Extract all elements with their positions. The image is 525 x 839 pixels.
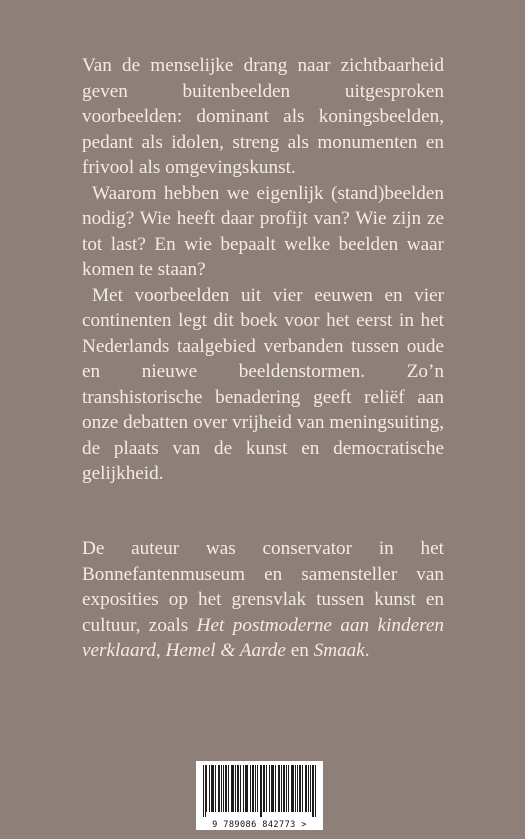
barcode-bar xyxy=(271,765,272,812)
barcode-bar xyxy=(297,765,298,812)
barcode-bar xyxy=(223,765,224,812)
barcode-bar xyxy=(313,765,314,817)
barcode-bar xyxy=(218,765,219,812)
barcode-bar xyxy=(247,765,248,812)
barcode-bar xyxy=(281,765,282,812)
barcode-bar xyxy=(302,765,303,812)
barcode-bar xyxy=(273,765,274,812)
barcode-bar xyxy=(266,765,267,812)
barcode-bar xyxy=(312,765,313,817)
barcode-bar xyxy=(283,765,284,812)
barcode-bar xyxy=(245,765,246,812)
barcode-bar xyxy=(291,765,292,812)
isbn-digits: 9 789086 842773 > xyxy=(212,820,307,830)
barcode-bar xyxy=(246,765,247,812)
barcode-bar xyxy=(238,765,239,812)
blurb-paragraph-3: Met voorbeelden uit vier eeuwen en vier continenten legt dit boek voor het eerst in het Nederlands taalgebied verbanden tussen oude en nieuwe beeldenstormen. Zo’n transhistorische benadering geeft reliëf aan onze debatten over vrijheid van meningsuiting, de plaats van de kunst en democratische gelijkheid. xyxy=(82,284,444,484)
barcode-bar xyxy=(233,765,234,812)
barcode-bar xyxy=(269,765,270,812)
barcode-bar xyxy=(231,765,232,812)
barcode-bar xyxy=(205,765,206,817)
barcode-bar xyxy=(255,765,256,812)
barcode-bar xyxy=(275,765,276,812)
barcode-bar xyxy=(310,765,311,812)
barcode-bar xyxy=(306,765,307,812)
barcode-bar xyxy=(260,765,261,817)
barcode-bar xyxy=(257,765,258,812)
barcode-bar xyxy=(209,765,210,812)
blurb-paragraph-2: Waarom hebben we eigenlijk (stand)beelden nodig? Wie heeft daar profijt van? Wie zijn ze tot last? En wie bepaalt welke beelden waar komen te staan? xyxy=(82,182,444,280)
blurb-paragraph-1: Van de menselijke drang naar zichtbaarheid geven buitenbeelden uitgesproken voorbeelden: dominant als koningsbeelden, pedant als idolen, streng als monumenten en frivool als omgevingskunst. xyxy=(82,55,444,178)
barcode-bar xyxy=(272,765,273,812)
barcode-bar xyxy=(308,765,309,812)
barcode-bar xyxy=(288,765,289,812)
barcode-bar xyxy=(215,765,216,812)
isbn-barcode xyxy=(196,761,323,830)
bio-title-2: Hemel & Aarde xyxy=(165,640,286,661)
barcode-bar xyxy=(300,765,301,812)
author-bio xyxy=(82,536,444,664)
barcode-bar xyxy=(278,765,279,812)
barcode-bar xyxy=(206,765,207,812)
barcode-bar xyxy=(263,765,264,812)
barcode-bar xyxy=(226,765,227,812)
barcode-bar xyxy=(279,765,280,812)
barcode-bar xyxy=(235,765,236,812)
barcode-bar xyxy=(213,765,214,812)
bio-title-3: Smaak xyxy=(313,640,365,661)
barcode-bar xyxy=(221,765,222,812)
barcode-bar xyxy=(203,765,204,817)
blurb xyxy=(82,53,444,487)
barcode-bar xyxy=(253,765,254,812)
barcode-bar xyxy=(292,765,293,812)
bio-text-start: De auteur was conservator in het Bonnefantenmuseum en samensteller van exposities op het grensvlak tussen kunst en cultuur, zoals xyxy=(82,538,444,636)
bio-sep-1: , xyxy=(155,640,166,661)
barcode-bar xyxy=(243,765,244,812)
barcode-bar xyxy=(219,765,220,812)
barcode-bar xyxy=(305,765,306,812)
barcode-bars xyxy=(203,765,316,817)
barcode-bar xyxy=(284,765,285,812)
bio-end: . xyxy=(364,640,370,661)
barcode-bar xyxy=(250,765,251,812)
barcode-bar xyxy=(232,765,233,812)
barcode-bar xyxy=(252,765,253,812)
barcode-bar xyxy=(212,765,213,812)
barcode-bar xyxy=(299,765,300,812)
barcode-bar xyxy=(315,765,316,817)
barcode-bar xyxy=(286,765,287,812)
author-bio-text xyxy=(82,536,444,664)
barcode-bar xyxy=(264,765,265,812)
barcode-bar xyxy=(240,765,241,812)
bio-sep-2: en xyxy=(285,640,314,661)
barcode-bar xyxy=(237,765,238,812)
barcode-bar xyxy=(295,765,296,812)
barcode-bar xyxy=(225,765,226,812)
bio-title-1: Het postmoderne aan kinderen verklaard xyxy=(82,614,444,661)
barcode-bar xyxy=(261,765,262,817)
barcode-bar xyxy=(211,765,212,812)
barcode-bar xyxy=(293,765,294,812)
barcode-bar xyxy=(228,765,229,812)
